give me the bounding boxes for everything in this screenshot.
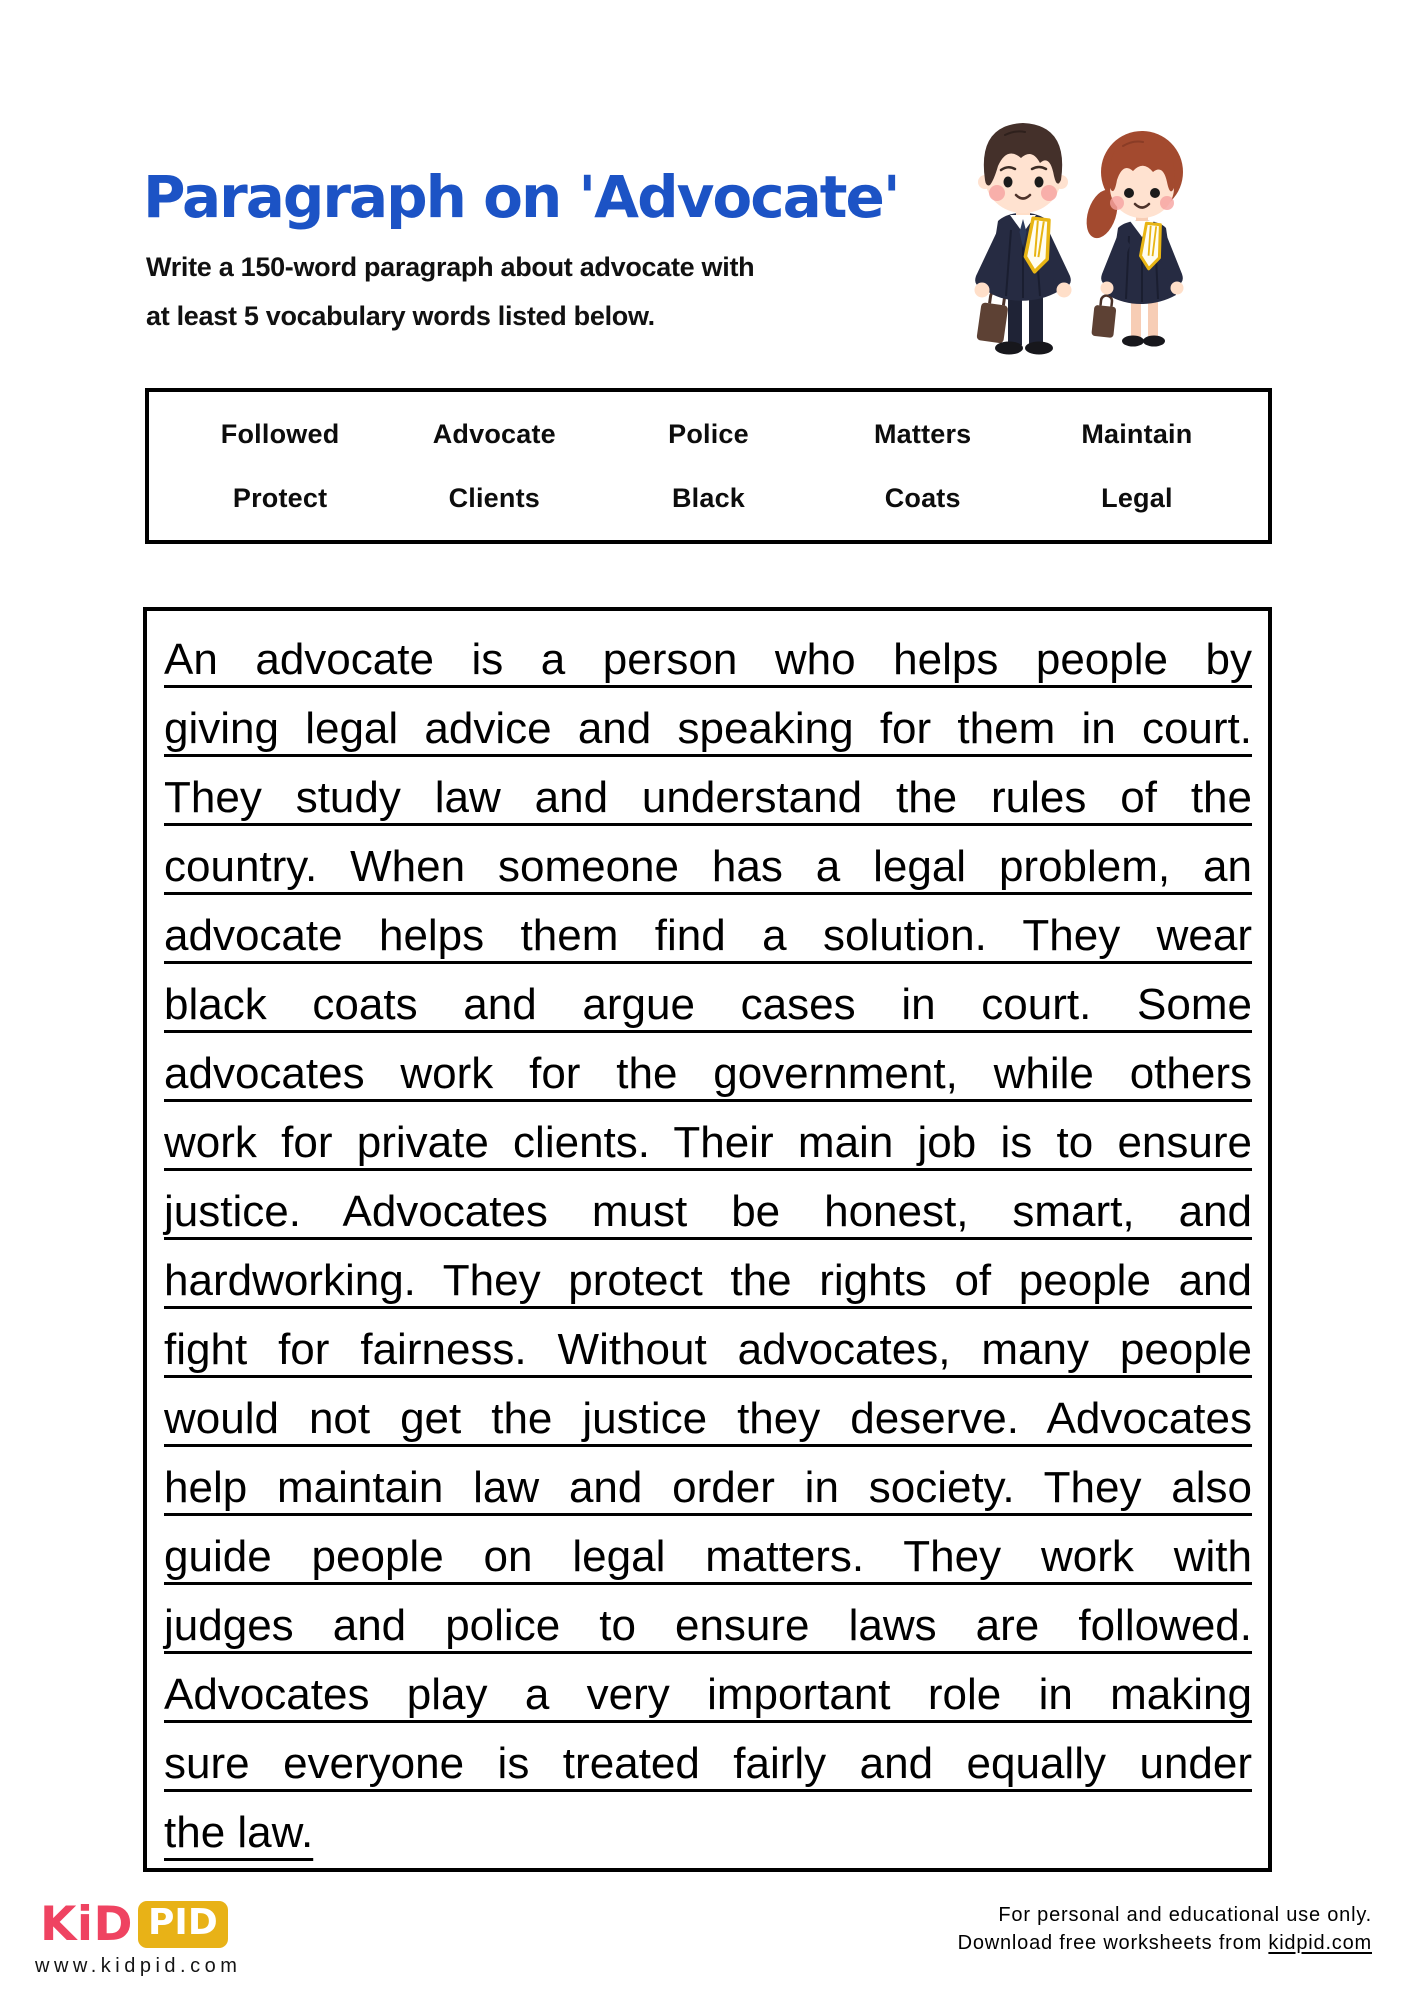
vocabulary-word: Advocate: [432, 418, 556, 449]
boy-advocate-figure: [975, 123, 1072, 355]
paragraph-line: judges and police to ensure laws are followed.: [164, 1601, 1252, 1650]
vocabulary-word: Black: [671, 482, 746, 513]
subtitle: [146, 243, 754, 341]
vocabulary-word: Legal: [1101, 482, 1173, 513]
notice-line-2: [958, 1929, 1372, 1957]
usage-notice: [958, 1901, 1372, 1957]
paragraph-line: the law.: [164, 1808, 314, 1857]
paragraph-line: sure everyone is treated fairly and equally under: [164, 1739, 1252, 1788]
paragraph-line: country. When someone has a legal problem, an: [164, 842, 1252, 891]
website-url: www.kidpid.com: [35, 1955, 242, 1977]
notice-line-2-prefix: Download free worksheets from: [957, 1932, 1269, 1954]
paragraph-line: help maintain law and order in society. They also: [164, 1463, 1252, 1512]
vocabulary-box: [145, 388, 1272, 544]
kidpid-link[interactable]: kidpid.com: [1268, 1932, 1372, 1954]
vocabulary-word: Followed: [220, 418, 340, 449]
paragraph-line: Advocates play a very important role in making: [164, 1670, 1252, 1719]
notice-line-1: For personal and educational use only.: [998, 1904, 1372, 1926]
paragraph-line: fight for fairness. Without advocates, many people: [164, 1325, 1252, 1374]
girl-briefcase-icon: [1091, 294, 1117, 338]
paragraph-line: black coats and argue cases in court. Some: [164, 980, 1252, 1029]
vocabulary-word: Police: [668, 418, 749, 449]
vocabulary-word: Clients: [448, 482, 540, 513]
subtitle-line-2: at least 5 vocabulary words listed below.: [146, 301, 655, 331]
paragraph-line: work for private clients. Their main job is to ensure: [164, 1118, 1252, 1167]
paragraph-line: An advocate is a person who helps people by: [164, 635, 1252, 684]
vocabulary-word: Maintain: [1081, 418, 1193, 449]
vocabulary-word: Protect: [232, 482, 328, 513]
logo-kid-text: KiD: [40, 1897, 134, 1952]
paragraph-line: advocate helps them find a solution. They wear: [164, 911, 1252, 960]
paragraph-line: hardworking. They protect the rights of people and: [164, 1256, 1252, 1305]
girl-advocate-figure: [1081, 131, 1184, 347]
vocabulary-word: Coats: [884, 482, 961, 513]
logo-pid-badge: PID: [138, 1901, 228, 1948]
paragraph-line: would not get the justice they deserve. Advocates: [164, 1394, 1252, 1443]
paragraph-box: [143, 607, 1272, 1872]
paragraph-line: justice. Advocates must be honest, smart, and: [164, 1187, 1252, 1236]
page-title: Paragraph on 'Advocate': [143, 163, 899, 231]
paragraph-line: advocates work for the government, while others: [164, 1049, 1252, 1098]
vocabulary-word: Matters: [873, 418, 972, 449]
paragraph-line: guide people on legal matters. They work with: [164, 1532, 1252, 1581]
paragraph-line: They study law and understand the rules of the: [164, 773, 1252, 822]
paragraph-line: giving legal advice and speaking for them in court.: [164, 704, 1252, 753]
subtitle-line-1: Write a 150-word paragraph about advocate with: [146, 252, 755, 282]
advocate-kids-illustration: [945, 108, 1215, 372]
kidpid-logo: [40, 1897, 228, 1952]
